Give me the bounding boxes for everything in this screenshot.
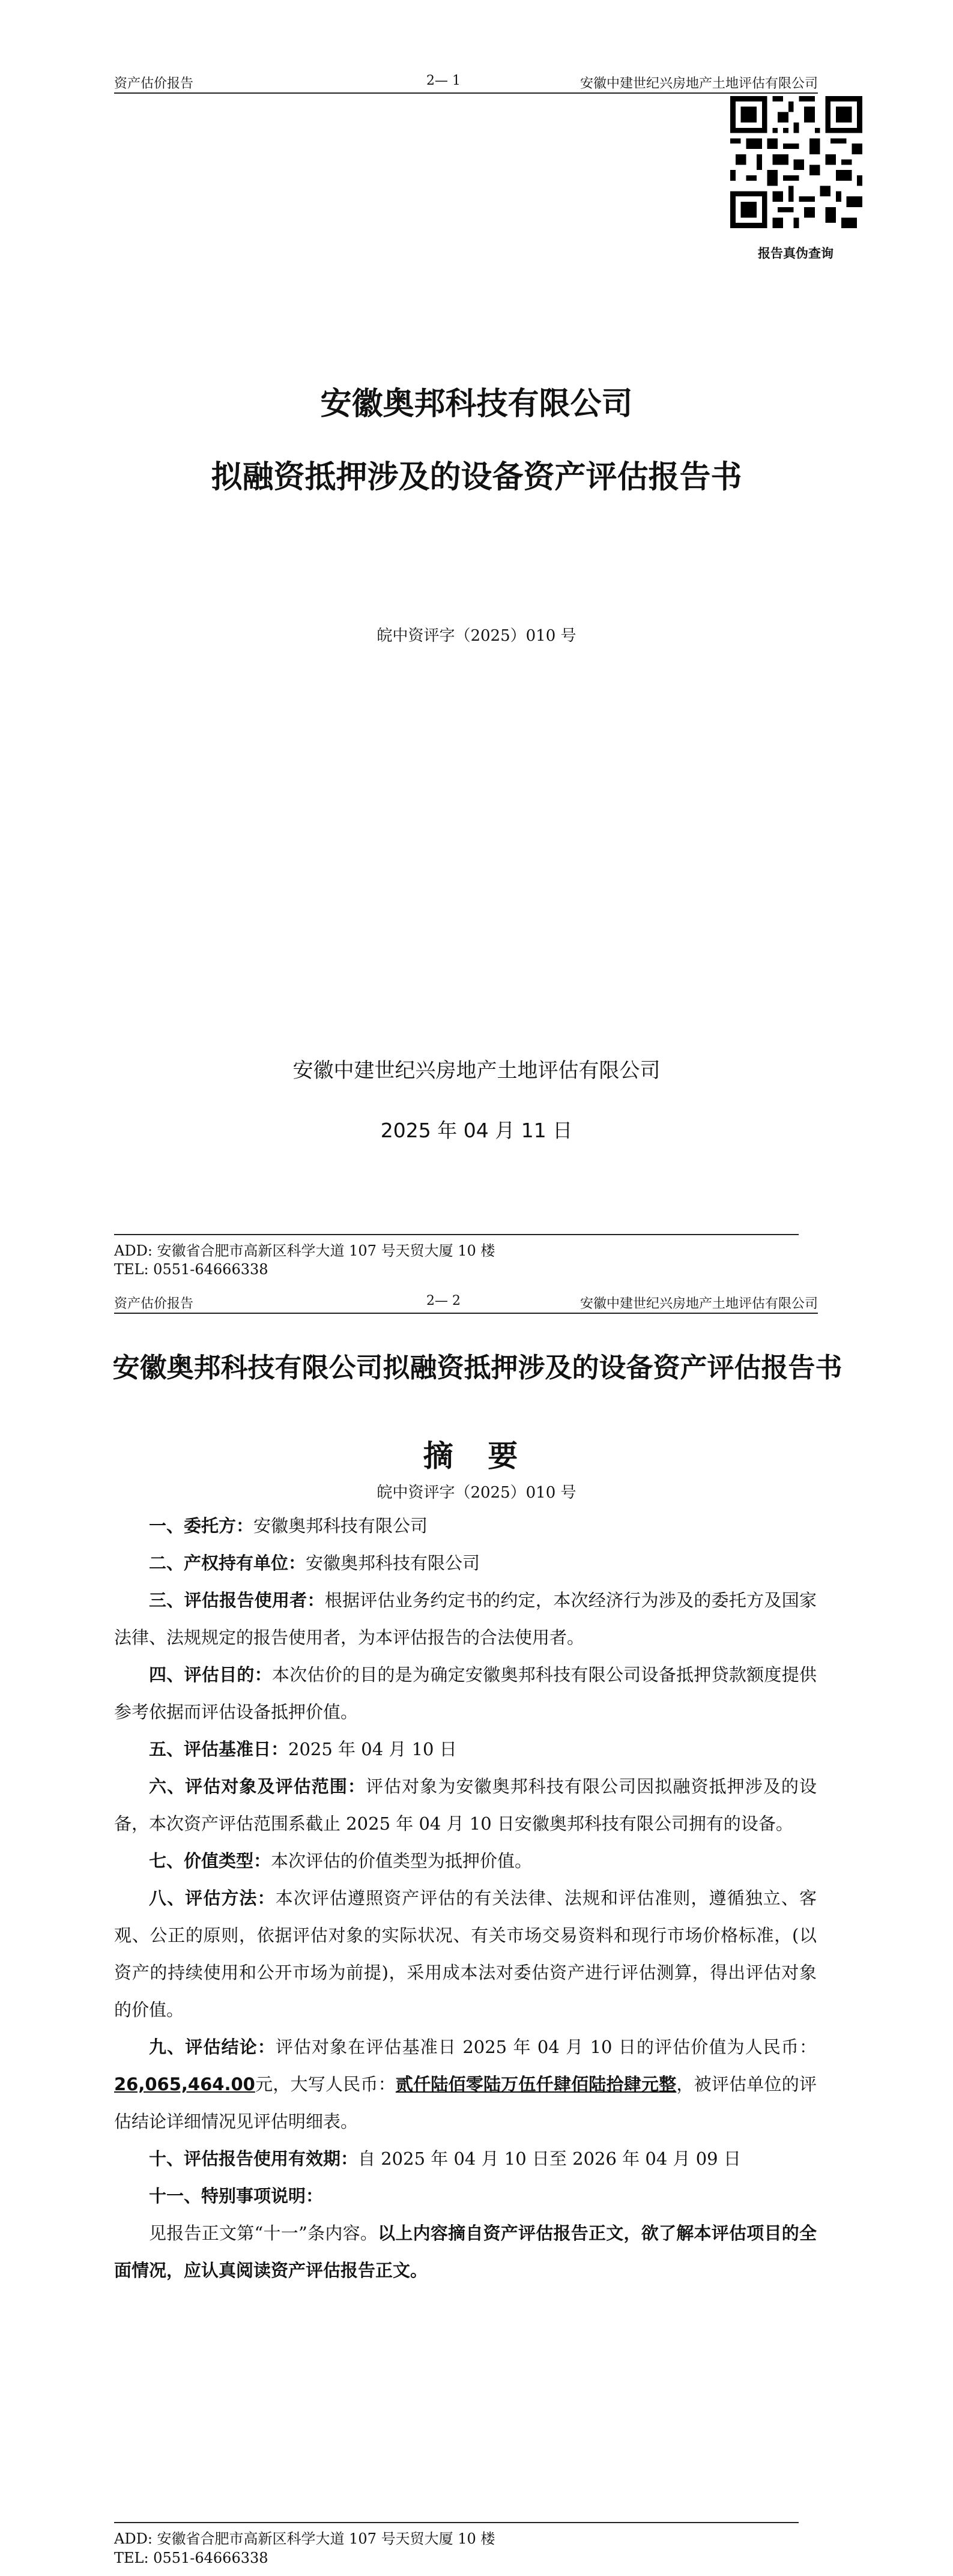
abstract-heading: 摘 要 [423,1439,530,1474]
document-number: 皖中资评字（2025）010 号 [377,627,576,645]
summary-body [114,1507,817,2289]
valuation-amount: 26,065,464.00 [114,2074,255,2094]
section-10: 十、评估报告使用有效期：自 2025 年 04 月 10 日至 2026 年 04 月 09 日 [149,2148,741,2169]
section-5: 五、评估基准日：2025 年 04 月 10 日 [149,1739,457,1759]
qr-caption: 报告真伪查询 [758,246,833,261]
footer-tel: TEL: 0551-64666338 [114,2550,268,2566]
section-11-text: 见报告正文第“十一”条内容。以上内容摘自资产评估报告正文，欲了解本评估项目的全面情况，应认真阅读资产评估报告正文。 [114,2223,817,2281]
section-11: 十一、特别事项说明： [149,2186,324,2206]
header-left: 资产估价报告 [114,1296,194,1311]
section-2: 二、产权持有单位：安徽奥邦科技有限公司 [149,1553,480,1573]
valuation-capital: 贰仟陆佰零陆万伍仟肆佰陆拾肆元整 [395,2074,677,2094]
section-8: 八、评估方法：本次评估遵照资产评估的有关法律、法规和评估准则，遵循独立、客观、公正的原则，依据评估对象的实际状况、有关市场交易资料和现行市场价格标准，(以资产的持续使用和公开市场为前提)，采用成本法对委估资产进行评估测算，得出评估对象的价值。 [114,1888,817,2020]
page-number: 2— 1 [426,73,461,88]
section-6: 六、评估对象及评估范围：评估对象为安徽奥邦科技有限公司因拟融资抵押涉及的设备，本次资产评估范围系截止 2025 年 04 月 10 日安徽奥邦科技有限公司拥有的设备。 [114,1776,817,1834]
page-header [114,1291,818,1314]
cover-title-line1: 安徽奥邦科技有限公司 [320,386,633,422]
footer-divider [114,2522,799,2523]
summary-title: 安徽奥邦科技有限公司拟融资抵押涉及的设备资产评估报告书 [112,1352,843,1383]
page-header [114,71,818,94]
report-date: 2025 年 04 月 11 日 [380,1119,573,1142]
section-7: 七、价值类型：本次评估的价值类型为抵押价值。 [149,1851,533,1871]
footer-divider [114,1234,799,1235]
section-3: 三、评估报告使用者：根据评估业务约定书的约定，本次经济行为涉及的委托方及国家法律、法规规定的报告使用者，为本评估报告的合法使用者。 [114,1590,817,1648]
header-left: 资产估价报告 [114,76,194,91]
cover-title-line2: 拟融资抵押涉及的设备资产评估报告书 [211,459,742,495]
section-9: 九、评估结论：评估对象在评估基准日 2025 年 04 月 10 日的评估价值为人民币：26,065,464.00元，大写人民币：贰仟陆佰零陆万伍仟肆佰陆拾肆元整，被评估单位的评估结论详细情况见评估明细表。 [114,2037,817,2132]
header-right: 安徽中建世纪兴房地产土地评估有限公司 [579,1296,818,1311]
footer-address: ADD: 安徽省合肥市高新区科学大道 107 号天贸大厦 10 楼 [114,2530,495,2547]
footer-tel: TEL: 0551-64666338 [114,1261,268,1278]
section-1: 一、委托方：安徽奥邦科技有限公司 [149,1516,428,1536]
document-number: 皖中资评字（2025）010 号 [377,1484,576,1502]
qr-code-icon[interactable] [730,96,862,228]
footer-address: ADD: 安徽省合肥市高新区科学大道 107 号天贸大厦 10 楼 [114,1242,495,1259]
section-4: 四、评估目的：本次估价的目的是为确定安徽奥邦科技有限公司设备抵押贷款额度提供参考依据而评估设备抵押价值。 [114,1664,817,1722]
appraisal-firm: 安徽中建世纪兴房地产土地评估有限公司 [292,1059,661,1083]
header-right: 安徽中建世纪兴房地产土地评估有限公司 [579,76,818,91]
page-number: 2— 2 [426,1293,461,1308]
